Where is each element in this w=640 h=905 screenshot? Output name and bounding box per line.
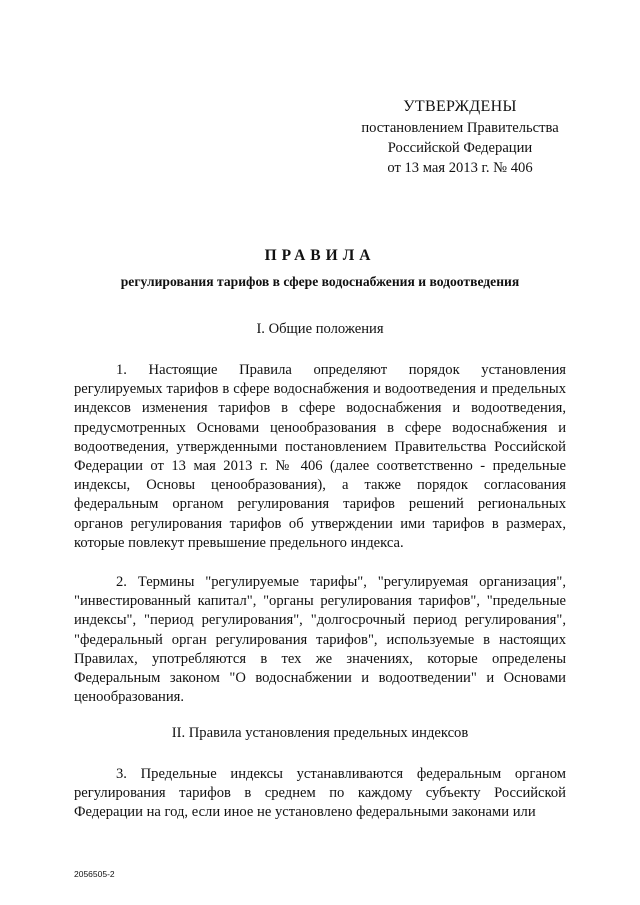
document-subtitle: регулирования тарифов в сфере водоснабжения и водоотведения (120, 274, 520, 289)
approval-stamp (340, 97, 580, 178)
section-heading-1: I. Общие положения (256, 321, 384, 337)
paragraph-2: 2. Термины "регулируемые тарифы", "регулируемая организация", "инвестированный капитал", "органы регулирования тарифов", "предельные индексы", "период регулирования", "долгосрочный период регулирования", "федеральный орган регулирования тарифов", используемые в настоящих Правилах, употребляются в тех же значениях, которые определены Федеральным законом "О водоснабжении и водоотведении" и Основами ценообразования. (74, 574, 566, 706)
approval-heading: УТВЕРЖДЕНЫ (403, 98, 517, 115)
approval-line-2: Российской Федерации (387, 140, 533, 156)
paragraph-1: 1. Настоящие Правила определяют порядок установления регулируемых тарифов в сфере водоснабжения и водоотведения и предельных индексов изменения тарифов в сфере водоснабжения и водоотведения, предусмотренных Основами ценообразования в сфере водоснабжения и водоотведения, утвержденными постановлением Правительства Российской Федерации от 13 мая 2013 г. № 406 (далее соответственно - предельные индексы, Основы ценообразования), а также порядок согласования федеральным органом регулирования тарифов решений региональных органов регулирования тарифов об утверждении ими тарифов в размерах, которые повлекут превышение предельного индекса. (74, 362, 566, 551)
document-title: ПРАВИЛА (264, 247, 376, 264)
approval-line-1: постановлением Правительства (361, 120, 559, 136)
section-heading-2: II. Правила установления предельных индексов (171, 725, 469, 741)
paragraph-3: 3. Предельные индексы устанавливаются федеральным органом регулирования тарифов в среднем по каждому субъекту Российской Федерации на год, если иное не установлено федеральными законами или (74, 766, 566, 821)
document-number: 2056505-2 (74, 869, 115, 879)
approval-line-3: от 13 мая 2013 г. № 406 (387, 160, 533, 176)
